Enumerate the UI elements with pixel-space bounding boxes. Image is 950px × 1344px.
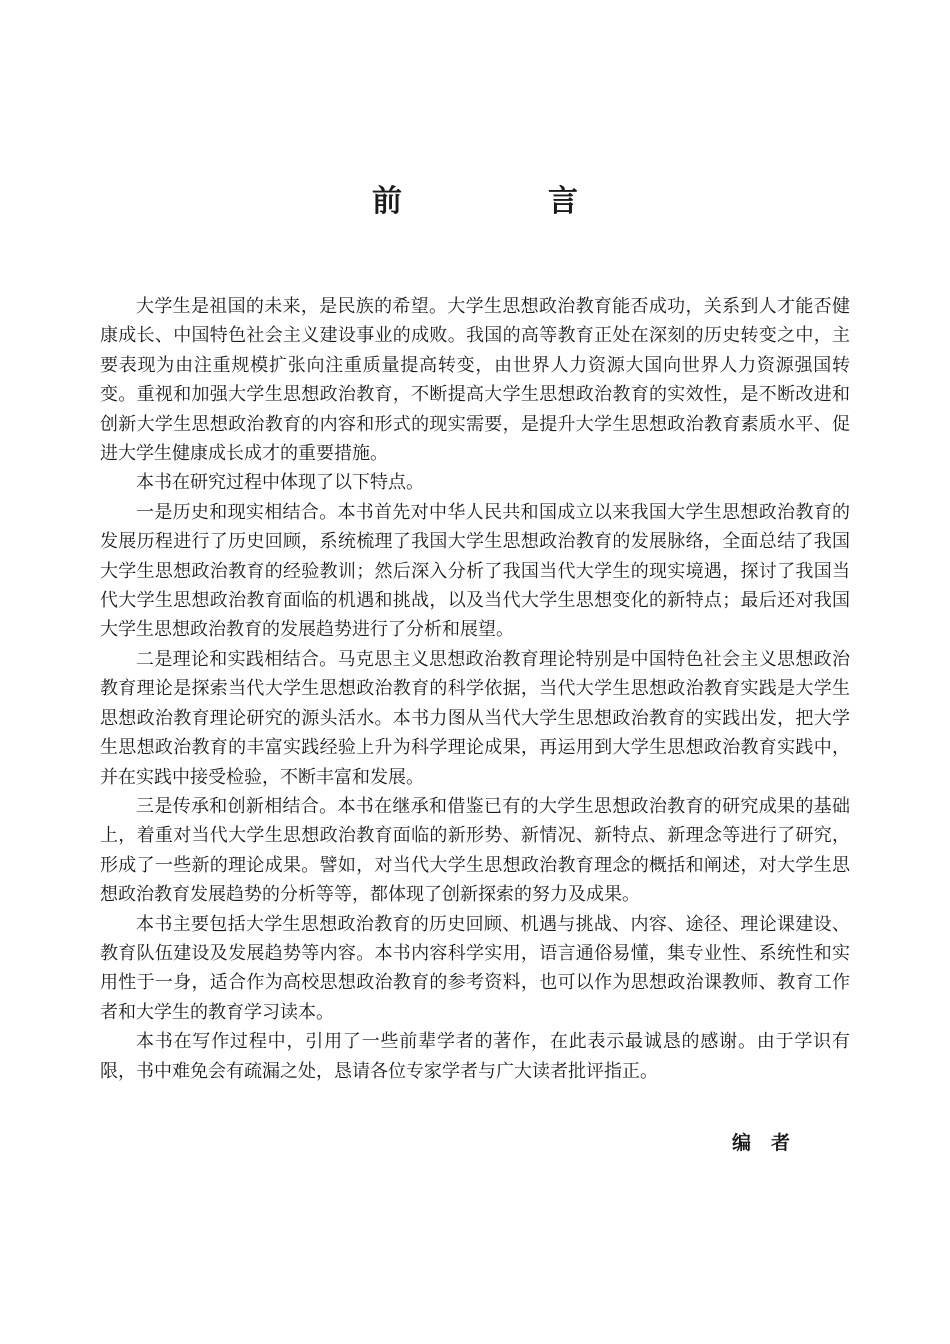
paragraph: 二是理论和实践相结合。马克思主义思想政治教育理论特别是中国特色社会主义思想政治教育理论是探索当代大学生思想政治教育的科学依据，当代大学生思想政治教育实践是大学生思想政治教育理论研究的源头活水。本书力图从当代大学生思想政治教育的实践出发，把大学生思想政治教育的丰富实践经验上升为科学理论成果，再运用到大学生思想政治教育实践中，并在实践中接受检验，不断丰富和发展。 [100, 648, 850, 788]
author-signature: 编者 [731, 1132, 810, 1154]
paragraph: 三是传承和创新相结合。本书在继承和借鉴已有的大学生思想政治教育的研究成果的基础上，着重对当代大学生思想政治教育面临的新形势、新情况、新特点、新理念等进行了研究，形成了一些新的理论成果。譬如，对当代大学生思想政治教育理念的概括和阐述，对大学生思想政治教育发展趋势的分析等等，都体现了创新探索的努力及成果。 [100, 795, 850, 906]
paragraph: 大学生是祖国的未来，是民族的希望。大学生思想政治教育能否成功，关系到人才能否健康成长、中国特色社会主义建设事业的成败。我国的高等教育正处在深刻的历史转变之中，主要表现为由注重规模扩张向注重质量提高转变，由世界人力资源大国向世界人力资源强国转变。重视和加强大学生思想政治教育，不断提高大学生思想政治教育的实效性，是不断改进和创新大学生思想政治教育的内容和形式的现实需要，是提升大学生思想政治教育素质水平、促进大学生健康成长成才的重要措施。 [100, 296, 850, 465]
paragraph: 本书主要包括大学生思想政治教育的历史回顾、机遇与挑战、内容、途径、理论课建设、教育队伍建设及发展趋势等内容。本书内容科学实用，语言通俗易懂，集专业性、系统性和实用性于一身，适合作为高校思想政治教育的参考资料，也可以作为思想政治课教师、教育工作者和大学生的教育学习读本。 [100, 913, 850, 1023]
paragraph: 本书在研究过程中体现了以下特点。 [136, 472, 424, 494]
preface-body [100, 292, 850, 1086]
paragraph: 一是历史和现实相结合。本书首先对中华人民共和国成立以来我国大学生思想政治教育的发展历程进行了历史回顾，系统梳理了我国大学生思想政治教育的发展脉络，全面总结了我国大学生思想政治教育的经验教训；然后深入分析了我国当代大学生的现实境遇，探讨了我国当代大学生思想政治教育面临的机遇和挑战，以及当代大学生思想变化的新特点；最后还对我国大学生思想政治教育的发展趋势进行了分析和展望。 [100, 501, 850, 641]
paragraph: 本书在写作过程中，引用了一些前辈学者的著作，在此表示最诚恳的感谢。由于学识有限，书中难免会有疏漏之处，恳请各位专家学者与广大读者批评指正。 [100, 1031, 850, 1082]
page-title: 前 言 [372, 184, 636, 219]
